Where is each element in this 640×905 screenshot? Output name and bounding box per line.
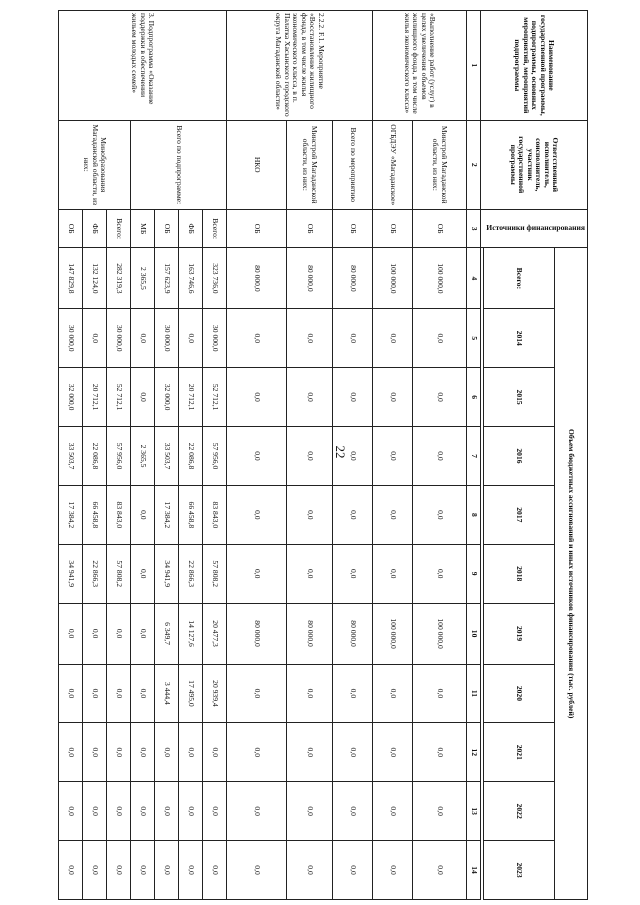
activity-name: «Выполнение работ (услуг) в целях увеличения объемов жилищного фонда, в том числе жилья экономического класса» [373, 11, 467, 121]
value-cell: 0,0 [413, 841, 467, 900]
value-cell: 0,0 [59, 841, 83, 900]
value-cell: 30 000,0 [203, 309, 227, 368]
financing-table [58, 10, 588, 900]
value-cell: 0,0 [287, 782, 333, 841]
value-cell: 0,0 [413, 782, 467, 841]
source-cell: ОБ [413, 209, 467, 248]
executor-cell: Всего по мероприятию [333, 120, 373, 209]
value-cell: 57 808,2 [107, 544, 131, 603]
value-cell: 83 843,0 [203, 485, 227, 544]
value-cell: 0,0 [131, 664, 155, 723]
value-cell: 0,0 [107, 723, 131, 782]
value-cell: 0,0 [131, 603, 155, 664]
value-cell: 0,0 [83, 723, 107, 782]
value-cell: 32 000,0 [155, 368, 179, 427]
col-number: 7 [467, 427, 481, 486]
subprogram-name: 3. Подпрограмма «Оказание поддержки в обеспечении жильем молодых семей» [59, 11, 227, 121]
header-source-text: Источники финансирования [485, 223, 585, 233]
value-cell: 0,0 [131, 309, 155, 368]
total-cell: 2 365,5 [131, 248, 155, 309]
col-number: 2 [467, 120, 481, 209]
source-cell: ОБ [155, 209, 179, 248]
col-number: 5 [467, 309, 481, 368]
source-cell: ОБ [59, 209, 83, 248]
source-cell: ОБ [333, 209, 373, 248]
source-cell: ФБ [179, 209, 203, 248]
value-cell: 80 000,0 [227, 603, 287, 664]
value-cell: 0,0 [203, 841, 227, 900]
value-cell: 22 086,8 [83, 427, 107, 486]
value-cell: 0,0 [179, 309, 203, 368]
value-cell: 0,0 [155, 841, 179, 900]
value-cell: 52 712,1 [107, 368, 131, 427]
col-number: 11 [467, 664, 481, 723]
executor-cell: Минобразования Магаданской области, из них: [59, 120, 131, 209]
value-cell: 22 866,3 [179, 544, 203, 603]
table-row [373, 11, 413, 900]
value-cell: 34 941,9 [155, 544, 179, 603]
value-cell: 0,0 [107, 664, 131, 723]
header-year: 2020 [483, 664, 555, 723]
value-cell: 0,0 [83, 664, 107, 723]
total-cell: 80 000,0 [227, 248, 287, 309]
table-row [413, 11, 467, 900]
value-cell: 20 477,3 [203, 603, 227, 664]
value-cell: 100 000,0 [413, 603, 467, 664]
col-number: 8 [467, 485, 481, 544]
value-cell: 14 127,6 [179, 603, 203, 664]
header-year: 2023 [483, 841, 555, 900]
table-rotated-container [58, 10, 588, 900]
value-cell: 0,0 [131, 544, 155, 603]
total-cell: 282 319,3 [107, 248, 131, 309]
header-year: 2014 [483, 309, 555, 368]
value-cell: 6 349,7 [155, 603, 179, 664]
value-cell: 0,0 [287, 309, 333, 368]
source-cell: ФБ [83, 209, 107, 248]
value-cell: 0,0 [227, 782, 287, 841]
value-cell: 100 000,0 [373, 603, 413, 664]
value-cell: 0,0 [333, 427, 373, 486]
source-cell: ОБ [287, 209, 333, 248]
value-cell: 0,0 [333, 309, 373, 368]
value-cell: 57 956,0 [203, 427, 227, 486]
value-cell: 0,0 [413, 485, 467, 544]
value-cell: 80 000,0 [333, 603, 373, 664]
value-cell: 0,0 [59, 603, 83, 664]
header-source [481, 209, 588, 248]
value-cell: 0,0 [287, 485, 333, 544]
col-number: 10 [467, 603, 481, 664]
value-cell: 17 384,2 [59, 485, 83, 544]
table-row [227, 11, 287, 900]
value-cell: 0,0 [373, 841, 413, 900]
total-cell: 100 000,0 [373, 248, 413, 309]
value-cell: 0,0 [333, 368, 373, 427]
value-cell: 66 458,8 [83, 485, 107, 544]
value-cell: 0,0 [179, 782, 203, 841]
value-cell: 0,0 [227, 544, 287, 603]
value-cell: 20 939,4 [203, 664, 227, 723]
total-cell: 147 829,8 [59, 248, 83, 309]
executor-cell: Минстрой Магаданской области, из них: [287, 120, 333, 209]
value-cell: 0,0 [373, 723, 413, 782]
value-cell: 20 712,1 [179, 368, 203, 427]
value-cell: 0,0 [287, 427, 333, 486]
col-number: 14 [467, 841, 481, 900]
value-cell: 0,0 [373, 309, 413, 368]
value-cell: 17 495,0 [179, 664, 203, 723]
value-cell: 0,0 [227, 485, 287, 544]
value-cell: 0,0 [83, 603, 107, 664]
total-cell: 80 000,0 [287, 248, 333, 309]
value-cell: 0,0 [287, 544, 333, 603]
value-cell: 0,0 [83, 782, 107, 841]
source-cell: МБ [131, 209, 155, 248]
header-year: 2021 [483, 723, 555, 782]
value-cell: 0,0 [373, 782, 413, 841]
value-cell: 0,0 [83, 309, 107, 368]
header-total: Всего: [483, 248, 555, 309]
header-year: 2015 [483, 368, 555, 427]
value-cell: 0,0 [287, 723, 333, 782]
header-year: 2019 [483, 603, 555, 664]
value-cell: 57 808,2 [203, 544, 227, 603]
value-cell: 57 956,0 [107, 427, 131, 486]
col-number: 13 [467, 782, 481, 841]
executor-cell: Всего по подпрограмме: [131, 120, 227, 209]
total-cell: 132 124,0 [83, 248, 107, 309]
value-cell: 80 000,0 [287, 603, 333, 664]
value-cell: 0,0 [59, 723, 83, 782]
col-number: 12 [467, 723, 481, 782]
value-cell: 0,0 [107, 782, 131, 841]
value-cell: 0,0 [373, 664, 413, 723]
col-number: 1 [467, 11, 481, 121]
col-number: 3 [467, 209, 481, 248]
value-cell: 52 712,1 [203, 368, 227, 427]
value-cell: 0,0 [83, 841, 107, 900]
value-cell: 0,0 [373, 427, 413, 486]
value-cell: 0,0 [333, 782, 373, 841]
value-cell: 0,0 [413, 309, 467, 368]
value-cell: 0,0 [227, 427, 287, 486]
header-row-1 [555, 11, 588, 900]
col-number: 4 [467, 248, 481, 309]
value-cell: 0,0 [373, 544, 413, 603]
source-cell: Всего: [107, 209, 131, 248]
table-row [203, 11, 227, 900]
page-number: 22 [333, 445, 348, 459]
value-cell: 66 458,8 [179, 485, 203, 544]
value-cell: 0,0 [227, 664, 287, 723]
total-cell: 157 623,9 [155, 248, 179, 309]
value-cell: 3 444,4 [155, 664, 179, 723]
value-cell: 0,0 [107, 841, 131, 900]
value-cell: 0,0 [227, 723, 287, 782]
value-cell: 0,0 [131, 723, 155, 782]
value-cell: 0,0 [413, 427, 467, 486]
value-cell: 0,0 [227, 309, 287, 368]
value-cell: 2 365,5 [131, 427, 155, 486]
value-cell: 0,0 [413, 368, 467, 427]
value-cell: 0,0 [155, 723, 179, 782]
table-row [287, 11, 333, 900]
value-cell: 0,0 [373, 368, 413, 427]
value-cell: 34 941,9 [59, 544, 83, 603]
value-cell: 0,0 [131, 485, 155, 544]
value-cell: 0,0 [179, 841, 203, 900]
value-cell: 0,0 [227, 841, 287, 900]
value-cell: 30 000,0 [107, 309, 131, 368]
total-cell: 100 000,0 [413, 248, 467, 309]
executor-cell: НКО [227, 120, 287, 209]
value-cell: 32 000,0 [59, 368, 83, 427]
executor-cell: ОГБДЭУ «Магаданское» [373, 120, 413, 209]
value-cell: 0,0 [333, 841, 373, 900]
value-cell: 33 503,7 [59, 427, 83, 486]
total-cell: 80 000,0 [333, 248, 373, 309]
executor-cell: Минстрой Магаданской области, из них: [413, 120, 467, 209]
value-cell: 30 000,0 [155, 309, 179, 368]
value-cell: 22 086,8 [179, 427, 203, 486]
value-cell: 17 384,2 [155, 485, 179, 544]
source-cell: ОБ [373, 209, 413, 248]
value-cell: 22 866,3 [83, 544, 107, 603]
table-row [333, 11, 373, 900]
value-cell: 0,0 [373, 485, 413, 544]
value-cell: 30 000,0 [59, 309, 83, 368]
value-cell: 20 712,1 [83, 368, 107, 427]
header-year: 2017 [483, 485, 555, 544]
value-cell: 0,0 [179, 723, 203, 782]
value-cell: 0,0 [413, 664, 467, 723]
source-cell: ОБ [227, 209, 287, 248]
source-cell: Всего: [203, 209, 227, 248]
value-cell: 0,0 [203, 723, 227, 782]
value-cell: 0,0 [131, 841, 155, 900]
value-cell: 0,0 [413, 723, 467, 782]
value-cell: 0,0 [333, 664, 373, 723]
total-cell: 163 746,6 [179, 248, 203, 309]
table-row [107, 11, 131, 900]
value-cell: 0,0 [155, 782, 179, 841]
header-name: Наименование государственной программы, подпрограммы, основных мероприятий, мероприятий подпрограммы [481, 11, 588, 121]
col-number: 6 [467, 368, 481, 427]
value-cell: 0,0 [287, 841, 333, 900]
value-cell: 0,0 [107, 603, 131, 664]
col-number: 9 [467, 544, 481, 603]
value-cell: 0,0 [227, 368, 287, 427]
value-cell: 0,0 [287, 368, 333, 427]
header-year: 2016 [483, 427, 555, 486]
value-cell: 0,0 [333, 485, 373, 544]
value-cell: 0,0 [413, 544, 467, 603]
value-cell: 0,0 [203, 782, 227, 841]
header-year: 2022 [483, 782, 555, 841]
activity-name: 2.2.2. F.1. Мероприятие «Восстановление жилищного фонда, в том числе жилья экономического класса, в п. Палатка Хасынского городского округа Магаданской области» [227, 11, 373, 121]
value-cell: 0,0 [287, 664, 333, 723]
value-cell: 83 843,0 [107, 485, 131, 544]
value-cell: 0,0 [333, 544, 373, 603]
value-cell: 33 503,7 [155, 427, 179, 486]
value-cell: 0,0 [333, 723, 373, 782]
total-cell: 323 736,0 [203, 248, 227, 309]
value-cell: 0,0 [59, 664, 83, 723]
header-year: 2018 [483, 544, 555, 603]
value-cell: 0,0 [131, 782, 155, 841]
value-cell: 0,0 [131, 368, 155, 427]
header-executor: Ответственный исполнитель, соисполнитель, участник государственной программы [481, 120, 588, 209]
header-volume: Объем бюджетных ассигнований и иных источников финансирования (тыс. рублей) [555, 248, 588, 900]
value-cell: 0,0 [59, 782, 83, 841]
column-numbers-row [467, 11, 481, 900]
